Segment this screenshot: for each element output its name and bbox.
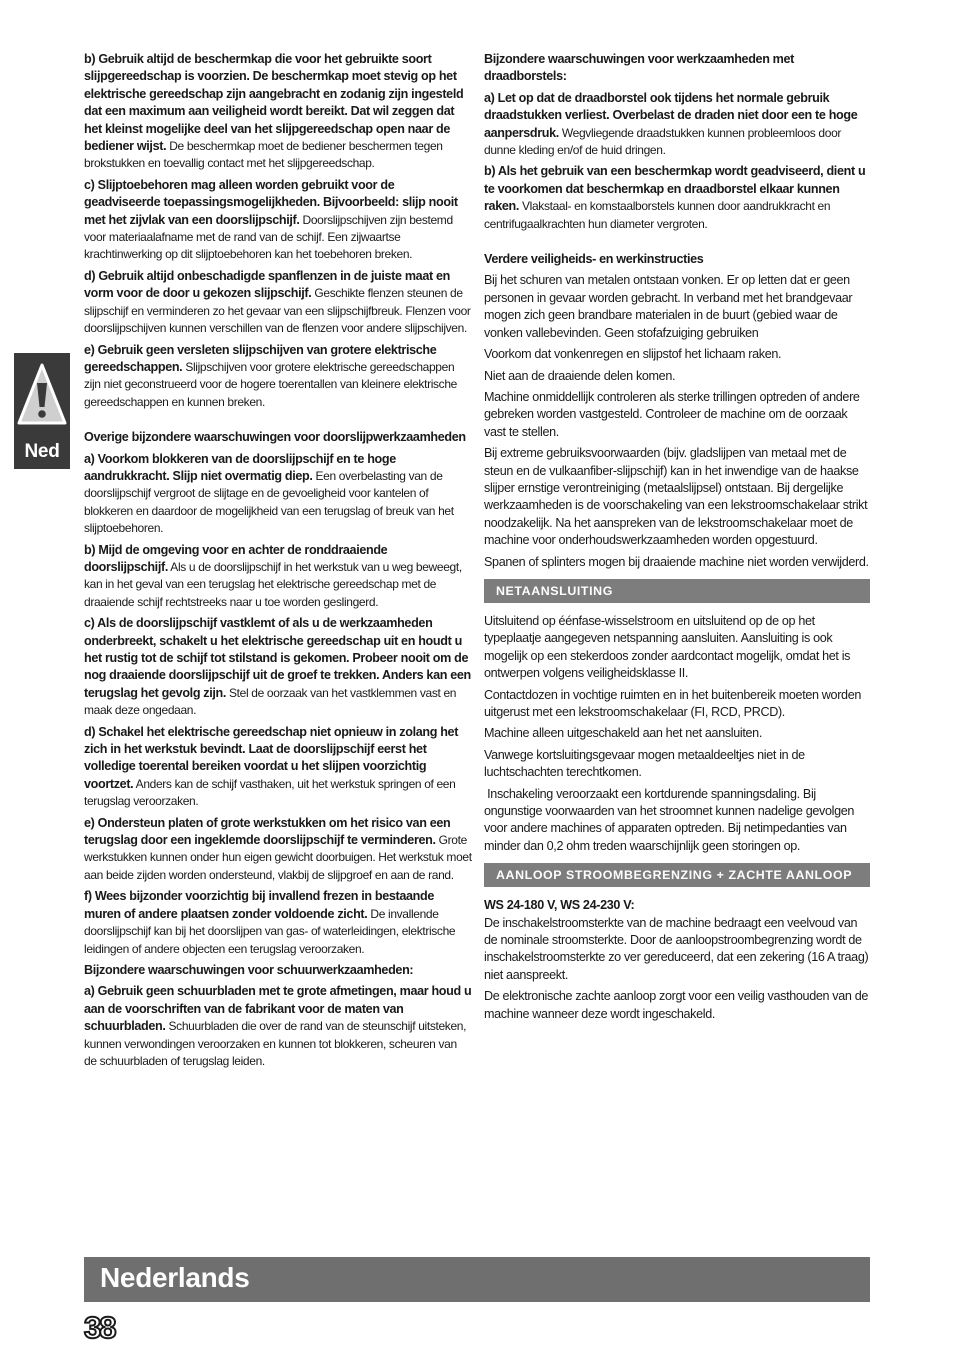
paragraph: Bij het schuren van metalen ontstaan vonken. Er op letten dat er geen personen in gevaar worden gebracht. In verband met het brandgevaar mogen zich geen brandbare materialen in de buurt (gebied waar de vonken vallebevinden. Geen stofafzuiging gebruiken: [484, 273, 853, 340]
paragraph: a) Voorkom blokkeren van de doorslijpschijf en te hoge aandrukkracht. Slijp niet overmatig diep. Een overbelasting van de doorslijpschijf vergroot de slijtage en de gevoeligheid voor kantelen of blokkeren en daardoor de mogelijkheid van een terugslag of breuk van het slijptoebehoren.: [84, 451, 454, 536]
paragraph: e) Ondersteun platen of grote werkstukken om het risico van een terugslag door een ingeklemde doorslijpschijf te verminderen. Grote werkstukken kunnen onder hun eigen gewicht doorbuigen. Het werkstuk moet aan beide zijden worden ondersteund, vlakbij de slijpgroef en aan de rand.: [84, 815, 472, 882]
footer-language-title: Nederlands: [100, 1262, 250, 1293]
side-tab-label: Ned: [24, 441, 60, 462]
paragraph: Machine alleen uitgeschakeld aan het net aansluiten.: [484, 726, 762, 741]
paragraph: c) Als de doorslijpschijf vastklemt of als u de werkzaamheden onderbreekt, schakelt u het elektrische gereedschap uit en houdt u het rustig tot de schijf tot stilstand is gekomen. Probeer nooit om de nog draaiende doorslijpschijf uit de groef te trekken. Anders kan een terugslag het gevolg zijn. Stel de oorzaak van het vastklemmen vast en maak deze ongedaan.: [84, 616, 471, 718]
paragraph: f) Wees bijzonder voorzichtig bij invallend frezen in bestaande muren of andere plaatsen zonder voldoende zicht. De invallende doorslijpschijf kan bij het doorslijpen van gas- of waterleidingen, elektrische leidingen of andere objecten een terugslag veroorzaken.: [84, 889, 456, 956]
section-heading: Verdere veiligheids- en werkinstructies: [484, 252, 704, 267]
paragraph: Bij extreme gebruiksvoorwaarden (bijv. gladslijpen van metaal met de steun en de vulkaanfiber-slijpschijf) kan in het inwendige van de haakse slijper ernstige verontreiniging (metaalslijpsel) ontstaan. Bij dergelijke werkzaamheden is de voorschakeling van een lekstroomschakelaar strikt noodzakelijk. Na het aanspreken van de lekstroomschakelaar moet de machine voor onderhoudswerkzaamheden worden opgestuurd.: [484, 446, 868, 548]
section-heading: Bijzondere waarschuwingen voor schuurwerkzaamheden:: [84, 962, 414, 977]
model-heading: WS 24-180 V, WS 24-230 V:: [484, 898, 635, 913]
paragraph: b) Als het gebruik van een beschermkap wordt geadviseerd, dient u te voorkomen dat beschermkap en draadborstel elkaar kunnen raken. Vlakstaal- en komstaalborstels kunnen door aandrukkracht en centrifugaalkrachten hun diameter vergroten.: [484, 164, 866, 231]
paragraph: b) Gebruik altijd de beschermkap die voor het gebruikte soort slijpgereedschap is voorzien. De beschermkap moet stevig op het elektrische gereedschap zijn aangebracht en zodanig zijn ingesteld dat een maximum aan veiligheid wordt bereikt. Dat wil zeggen dat het kleinst mogelijke deel van het slijpgereedschap open naar de bediener wijst. De beschermkap moet de bediener beschermen tegen brokstukken en toevallig contact met het slijpgereedschap.: [84, 52, 464, 171]
paragraph: Voorkom dat vonkenregen en slijpstof het lichaam raken.: [484, 347, 782, 362]
paragraph: e) Gebruik geen versleten slijpschijven van grotere elektrische gereedschappen. Slijpschijven voor grotere elektrische gereedschappen zijn niet geconstrueerd voor de hogere toerentallen van kleinere elektrische gereedschappen en kunnen breken.: [84, 342, 457, 409]
section-bar-netaansluiting: NETAANSLUITING: [484, 579, 870, 603]
paragraph: Uitsluitend op éénfase-wisselstroom en uitsluitend op de op het typeplaatje aangegeven netspanning aansluiten. Aansluiting is ook mogelijk op een stekerdoos zonder aardcontact mogelijk, omdat het is ontwerpen volgens veiligheidsklasse II.: [484, 613, 851, 681]
section-heading: Overige bijzondere waarschuwingen voor doorslijpwerkzaamheden: [84, 430, 466, 445]
paragraph: d) Schakel het elektrische gereedschap niet opnieuw in zolang het zich in het werkstuk bevindt. Laat de doorslijpschijf eerst het volledige toerental bereiken voordat u het slijpen voorzichtig voortzet. Anders kan de schijf vasthaken, uit het werkstuk springen of een terugslag veroorzaken.: [84, 724, 459, 809]
footer-band: [84, 1257, 870, 1302]
paragraph: Niet aan de draaiende delen komen.: [484, 368, 676, 383]
page-number: 38: [84, 1310, 115, 1345]
paragraph: b) Mijd de omgeving voor en achter de ronddraaiende doorslijpschijf. Als u de doorslijpschijf in het werkstuk van u weg beweegt, kan in het geval van een terugslag het elektrische gereedschap met de draaiende schijf rechtstreeks naar u toe worden geslingerd.: [84, 542, 462, 609]
paragraph: Spanen of splinters mogen bij draaiende machine niet worden verwijderd.: [484, 554, 869, 569]
language-side-tab: [14, 353, 70, 469]
paragraph: Inschakeling veroorzaakt een kortdurende spanningsdaling. Bij ongunstige voorwaarden van het stroomnet kunnen nadelige gevolgen voor andere machines of apparaten optreden. Bij netimpedanties van minder dan 0,2 ohm treden waarschijnlijk geen storingen op.: [484, 786, 858, 853]
paragraph: Machine onmiddellijk controleren als sterke trillingen optreden of andere gebreken worden vastgesteld. Controleer de machine om de oorzaak vast te stellen.: [484, 389, 860, 439]
paragraph: De inschakelstroomsterkte van de machine bedraagt een veelvoud van de nominale stroomsterkte. Door de aanloopstroombegrenzing wordt de inschakelstroomsterkte zo ver gereduceerd, dat een zekering (16 A traag) niet aanspreekt.: [484, 915, 869, 982]
right-column: [484, 51, 870, 1027]
warning-icon: [16, 361, 68, 431]
paragraph: c) Slijptoebehoren mag alleen worden gebruikt voor de geadviseerde toepassingsmogelijkheden. Bijvoorbeeld: slijp nooit met het zijvlak van een doorslijpschijf. Doorslijpschijven zijn bestemd voor materiaalafname met de rand van de schijf. Een zijwaartse krachtinwerking op dit slijptoebehoren kan het toebehoren breken.: [84, 177, 458, 262]
paragraph: Vanwege kortsluitingsgevaar mogen metaaldeeltjes niet in de luchtschachten terechtkomen.: [484, 747, 805, 780]
paragraph: a) Let op dat de draadborstel ook tijdens het normale gebruik draadstukken verliest. Overbelast de draden niet door een te hoge aanpersdruk. Wegvliegende draadstukken kunnen probleemloos door dunne kleding en/of de huid dringen.: [484, 90, 858, 158]
section-bar-aanloop: AANLOOP STROOMBEGRENZING + ZACHTE AANLOOP: [484, 863, 870, 887]
paragraph: d) Gebruik altijd onbeschadigde spanflenzen in de juiste maat en vorm voor de door u gekozen slijpschijf. Geschikte flenzen steunen de slijpschijf en verminderen zo het gevaar van een slijpschijfbreuk. Flenzen voor doorslijpschijven kunnen verschillen van de flenzen voor andere slijpschijven.: [84, 268, 471, 336]
paragraph: a) Gebruik geen schuurbladen met te grote afmetingen, maar houd u aan de voorschriften van de fabrikant voor de maten van schuurbladen. Schuurbladen die over de rand van de steunschijf uitsteken, kunnen verwondingen veroorzaken en kunnen tot blokkeren, scheuren van de schuurbladen of terugslag leiden.: [84, 984, 472, 1068]
left-column: [84, 51, 472, 1074]
paragraph: Contactdozen in vochtige ruimten en in het buitenbereik moeten worden uitgerust met een lekstroomschakelaar (FI, RCD, PRCD).: [484, 687, 861, 719]
paragraph: De elektronische zachte aanloop zorgt voor een veilig vasthouden van de machine wanneer deze wordt ingeschakeld.: [484, 989, 869, 1021]
section-heading: Bijzondere waarschuwingen voor werkzaamheden met draadborstels:: [484, 52, 795, 84]
